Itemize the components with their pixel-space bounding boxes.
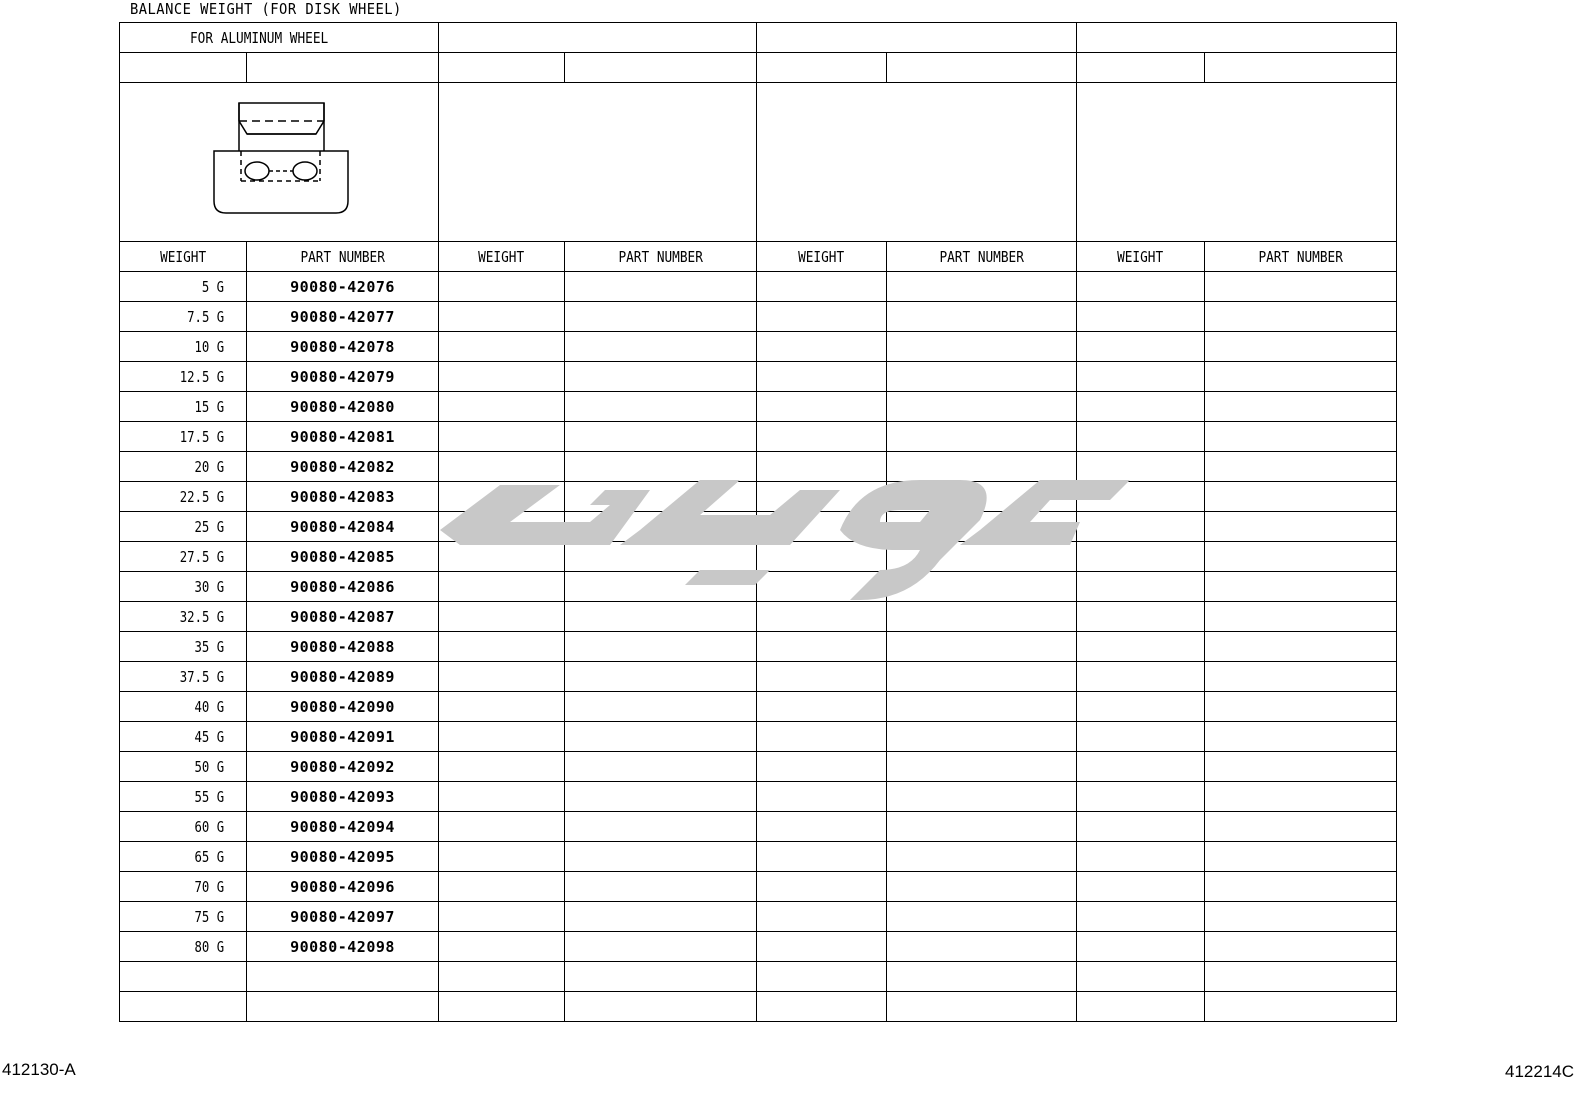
weight-value: 27.5 G bbox=[179, 547, 224, 566]
weight-value: 15 G bbox=[194, 397, 224, 416]
weight-cell bbox=[120, 632, 247, 662]
empty-cell bbox=[439, 302, 565, 332]
empty-cell bbox=[439, 272, 565, 302]
empty-cell bbox=[1205, 392, 1397, 422]
sub-cell bbox=[1205, 53, 1397, 83]
weight-value: 37.5 G bbox=[179, 667, 224, 686]
empty-cell bbox=[1205, 572, 1397, 602]
weight-value: 10 G bbox=[194, 337, 224, 356]
weight-value: 25 G bbox=[194, 517, 224, 536]
weight-header: WEIGHT bbox=[120, 242, 247, 272]
empty-cell bbox=[1205, 992, 1397, 1022]
empty-cell bbox=[565, 302, 757, 332]
empty-cell bbox=[565, 512, 757, 542]
weight-value: 22.5 G bbox=[179, 487, 224, 506]
empty-cell bbox=[887, 422, 1077, 452]
empty-cell bbox=[565, 482, 757, 512]
part-number-cell: 90080-42082 bbox=[247, 452, 439, 482]
empty-cell bbox=[887, 602, 1077, 632]
empty-cell bbox=[1205, 962, 1397, 992]
weight-value: 32.5 G bbox=[179, 607, 224, 626]
weight-cell bbox=[120, 752, 247, 782]
empty-cell bbox=[887, 932, 1077, 962]
table-row bbox=[120, 392, 1397, 422]
part-number-cell: 90080-42084 bbox=[247, 512, 439, 542]
weight-value: 17.5 G bbox=[179, 427, 224, 446]
empty-cell bbox=[1205, 662, 1397, 692]
table-row bbox=[120, 752, 1397, 782]
table-row bbox=[120, 782, 1397, 812]
empty-cell bbox=[439, 902, 565, 932]
empty-section-title bbox=[439, 23, 757, 53]
table-row bbox=[120, 542, 1397, 572]
empty-cell bbox=[565, 452, 757, 482]
table-row bbox=[120, 662, 1397, 692]
empty-cell bbox=[887, 482, 1077, 512]
weight-value: 70 G bbox=[194, 877, 224, 896]
empty-cell bbox=[1205, 872, 1397, 902]
empty-cell bbox=[1077, 662, 1205, 692]
table-row bbox=[120, 512, 1397, 542]
empty-cell bbox=[887, 992, 1077, 1022]
empty-cell bbox=[1077, 962, 1205, 992]
empty-cell bbox=[1205, 542, 1397, 572]
empty-cell bbox=[887, 962, 1077, 992]
empty-cell bbox=[757, 332, 887, 362]
table-row bbox=[120, 482, 1397, 512]
weight-value: 50 G bbox=[194, 757, 224, 776]
weight-cell bbox=[120, 842, 247, 872]
weight-cell bbox=[120, 782, 247, 812]
empty-cell bbox=[247, 962, 439, 992]
table-row bbox=[120, 902, 1397, 932]
empty-cell bbox=[565, 932, 757, 962]
empty-cell bbox=[565, 332, 757, 362]
empty-cell bbox=[1077, 872, 1205, 902]
empty-cell bbox=[439, 692, 565, 722]
empty-cell bbox=[1205, 932, 1397, 962]
part-number-cell: 90080-42096 bbox=[247, 872, 439, 902]
empty-cell bbox=[439, 332, 565, 362]
table-row bbox=[120, 692, 1397, 722]
empty-cell bbox=[565, 722, 757, 752]
empty-cell bbox=[439, 842, 565, 872]
weight-cell bbox=[120, 392, 247, 422]
empty-cell bbox=[1205, 362, 1397, 392]
empty-cell bbox=[1077, 722, 1205, 752]
empty-cell bbox=[439, 812, 565, 842]
empty-cell bbox=[439, 452, 565, 482]
weight-value: 7.5 G bbox=[186, 307, 224, 326]
empty-cell bbox=[757, 632, 887, 662]
empty-cell bbox=[439, 482, 565, 512]
weight-cell bbox=[120, 302, 247, 332]
empty-cell bbox=[757, 962, 887, 992]
table-row bbox=[120, 812, 1397, 842]
empty-cell bbox=[120, 962, 247, 992]
empty-cell bbox=[439, 782, 565, 812]
empty-cell bbox=[1205, 422, 1397, 452]
weight-cell bbox=[120, 482, 247, 512]
empty-cell bbox=[565, 812, 757, 842]
empty-cell bbox=[1077, 512, 1205, 542]
empty-cell bbox=[757, 722, 887, 752]
empty-cell bbox=[757, 782, 887, 812]
empty-cell bbox=[887, 812, 1077, 842]
empty-cell bbox=[887, 752, 1077, 782]
part-number-cell: 90080-42081 bbox=[247, 422, 439, 452]
empty-cell bbox=[1205, 812, 1397, 842]
empty-cell bbox=[439, 362, 565, 392]
empty-cell bbox=[1205, 692, 1397, 722]
weight-value: 45 G bbox=[194, 727, 224, 746]
empty-cell bbox=[565, 542, 757, 572]
empty-cell bbox=[1205, 842, 1397, 872]
part-number-cell: 90080-42088 bbox=[247, 632, 439, 662]
empty-cell bbox=[757, 902, 887, 932]
empty-cell bbox=[757, 662, 887, 692]
empty-cell bbox=[1077, 542, 1205, 572]
empty-cell bbox=[887, 662, 1077, 692]
empty-cell bbox=[439, 932, 565, 962]
empty-cell bbox=[757, 872, 887, 902]
empty-cell bbox=[565, 992, 757, 1022]
empty-cell bbox=[439, 602, 565, 632]
sub-cell bbox=[247, 53, 439, 83]
table-row bbox=[120, 572, 1397, 602]
part-number-header: PART NUMBER bbox=[247, 242, 439, 272]
empty-cell bbox=[887, 392, 1077, 422]
empty-cell bbox=[1205, 902, 1397, 932]
empty-cell bbox=[565, 572, 757, 602]
weight-value: 35 G bbox=[194, 637, 224, 656]
empty-illustration-cell bbox=[1077, 83, 1397, 242]
weight-cell bbox=[120, 662, 247, 692]
weight-cell bbox=[120, 332, 247, 362]
empty-cell bbox=[887, 842, 1077, 872]
empty-cell bbox=[757, 302, 887, 332]
section-title: FOR ALUMINUM WHEEL bbox=[120, 23, 439, 53]
empty-cell bbox=[439, 722, 565, 752]
weight-header: WEIGHT bbox=[1077, 242, 1205, 272]
empty-cell bbox=[1077, 902, 1205, 932]
empty-cell bbox=[439, 542, 565, 572]
part-number-cell: 90080-42091 bbox=[247, 722, 439, 752]
weight-cell bbox=[120, 452, 247, 482]
part-number-cell: 90080-42077 bbox=[247, 302, 439, 332]
sub-cell bbox=[757, 53, 887, 83]
blank-row bbox=[120, 992, 1397, 1022]
empty-cell bbox=[757, 512, 887, 542]
part-number-cell: 90080-42080 bbox=[247, 392, 439, 422]
empty-cell bbox=[1077, 272, 1205, 302]
empty-cell bbox=[887, 512, 1077, 542]
empty-cell bbox=[439, 662, 565, 692]
empty-cell bbox=[439, 872, 565, 902]
sub-cell bbox=[1077, 53, 1205, 83]
blank-row bbox=[120, 962, 1397, 992]
empty-cell bbox=[887, 362, 1077, 392]
empty-cell bbox=[1077, 302, 1205, 332]
empty-cell bbox=[439, 422, 565, 452]
balance-weight-table bbox=[119, 22, 1397, 1022]
empty-cell bbox=[1205, 602, 1397, 632]
empty-cell bbox=[757, 812, 887, 842]
empty-illustration-cell bbox=[439, 83, 757, 242]
empty-cell bbox=[757, 542, 887, 572]
empty-cell bbox=[1077, 692, 1205, 722]
empty-cell bbox=[439, 512, 565, 542]
empty-cell bbox=[565, 872, 757, 902]
table-row bbox=[120, 842, 1397, 872]
empty-cell bbox=[1077, 422, 1205, 452]
weight-value: 60 G bbox=[194, 817, 224, 836]
part-number-cell: 90080-42078 bbox=[247, 332, 439, 362]
part-number-cell: 90080-42094 bbox=[247, 812, 439, 842]
empty-cell bbox=[565, 842, 757, 872]
empty-cell bbox=[887, 872, 1077, 902]
empty-cell bbox=[887, 902, 1077, 932]
empty-cell bbox=[887, 332, 1077, 362]
empty-cell bbox=[1205, 302, 1397, 332]
weight-value: 5 G bbox=[201, 277, 224, 296]
empty-cell bbox=[1077, 362, 1205, 392]
weight-value: 65 G bbox=[194, 847, 224, 866]
part-number-cell: 90080-42098 bbox=[247, 932, 439, 962]
weight-cell bbox=[120, 542, 247, 572]
figure-reference-left: 412130-A bbox=[2, 1060, 76, 1079]
weight-cell bbox=[120, 722, 247, 752]
weight-cell bbox=[120, 572, 247, 602]
empty-cell bbox=[1205, 752, 1397, 782]
sub-cell bbox=[120, 53, 247, 83]
empty-cell bbox=[887, 272, 1077, 302]
table-row bbox=[120, 422, 1397, 452]
weight-value: 30 G bbox=[194, 577, 224, 596]
empty-cell bbox=[887, 722, 1077, 752]
weight-illustration-cell bbox=[120, 83, 439, 242]
weight-value: 40 G bbox=[194, 697, 224, 716]
empty-cell bbox=[439, 392, 565, 422]
part-number-cell: 90080-42095 bbox=[247, 842, 439, 872]
empty-section-title bbox=[757, 23, 1077, 53]
empty-cell bbox=[565, 962, 757, 992]
part-number-header: PART NUMBER bbox=[887, 242, 1077, 272]
weight-cell bbox=[120, 692, 247, 722]
table-row bbox=[120, 452, 1397, 482]
balance-weight-illustration bbox=[120, 83, 437, 237]
empty-cell bbox=[439, 752, 565, 782]
empty-cell bbox=[1077, 602, 1205, 632]
part-number-cell: 90080-42097 bbox=[247, 902, 439, 932]
part-number-cell: 90080-42076 bbox=[247, 272, 439, 302]
table-row bbox=[120, 932, 1397, 962]
figure-reference-right: 412214C bbox=[1505, 1062, 1575, 1081]
empty-cell bbox=[565, 782, 757, 812]
empty-cell bbox=[1205, 722, 1397, 752]
empty-cell bbox=[1205, 332, 1397, 362]
part-number-cell: 90080-42086 bbox=[247, 572, 439, 602]
empty-cell bbox=[757, 932, 887, 962]
part-number-header: PART NUMBER bbox=[565, 242, 757, 272]
sub-cell bbox=[565, 53, 757, 83]
document-title: BALANCE WEIGHT (FOR DISK WHEEL) bbox=[130, 0, 402, 18]
weight-cell bbox=[120, 932, 247, 962]
sub-cell bbox=[439, 53, 565, 83]
empty-cell bbox=[1077, 482, 1205, 512]
empty-cell bbox=[565, 392, 757, 422]
empty-cell bbox=[1077, 332, 1205, 362]
empty-cell bbox=[247, 992, 439, 1022]
weight-value: 55 G bbox=[194, 787, 224, 806]
empty-cell bbox=[1077, 932, 1205, 962]
part-number-cell: 90080-42090 bbox=[247, 692, 439, 722]
empty-cell bbox=[565, 902, 757, 932]
weight-header: WEIGHT bbox=[439, 242, 565, 272]
weight-value: 20 G bbox=[194, 457, 224, 476]
part-number-cell: 90080-42087 bbox=[247, 602, 439, 632]
empty-cell bbox=[757, 752, 887, 782]
empty-cell bbox=[565, 752, 757, 782]
empty-cell bbox=[887, 572, 1077, 602]
empty-cell bbox=[565, 662, 757, 692]
empty-cell bbox=[887, 782, 1077, 812]
empty-cell bbox=[439, 962, 565, 992]
weight-cell bbox=[120, 902, 247, 932]
weight-cell bbox=[120, 422, 247, 452]
empty-cell bbox=[757, 452, 887, 482]
empty-cell bbox=[565, 602, 757, 632]
empty-cell bbox=[439, 572, 565, 602]
empty-cell bbox=[887, 632, 1077, 662]
empty-cell bbox=[1205, 452, 1397, 482]
weight-cell bbox=[120, 812, 247, 842]
empty-cell bbox=[757, 692, 887, 722]
empty-cell bbox=[757, 842, 887, 872]
empty-cell bbox=[1205, 512, 1397, 542]
table-row bbox=[120, 722, 1397, 752]
weight-value: 80 G bbox=[194, 937, 224, 956]
empty-cell bbox=[439, 632, 565, 662]
empty-cell bbox=[1077, 572, 1205, 602]
empty-cell bbox=[757, 422, 887, 452]
empty-cell bbox=[757, 572, 887, 602]
weight-cell bbox=[120, 872, 247, 902]
empty-cell bbox=[887, 302, 1077, 332]
empty-cell bbox=[887, 542, 1077, 572]
part-number-cell: 90080-42083 bbox=[247, 482, 439, 512]
empty-cell bbox=[1077, 782, 1205, 812]
empty-cell bbox=[120, 992, 247, 1022]
table-row bbox=[120, 602, 1397, 632]
empty-cell bbox=[1077, 632, 1205, 662]
part-number-cell: 90080-42089 bbox=[247, 662, 439, 692]
empty-cell bbox=[757, 362, 887, 392]
empty-cell bbox=[1205, 272, 1397, 302]
empty-cell bbox=[565, 692, 757, 722]
empty-cell bbox=[1077, 752, 1205, 782]
weight-cell bbox=[120, 602, 247, 632]
column-header-row bbox=[120, 242, 1397, 272]
weight-value: 12.5 G bbox=[179, 367, 224, 386]
empty-illustration-cell bbox=[757, 83, 1077, 242]
table-row bbox=[120, 632, 1397, 662]
empty-section-title bbox=[1077, 23, 1397, 53]
part-number-cell: 90080-42079 bbox=[247, 362, 439, 392]
empty-cell bbox=[565, 422, 757, 452]
empty-cell bbox=[1077, 812, 1205, 842]
sub-cell bbox=[887, 53, 1077, 83]
part-number-cell: 90080-42092 bbox=[247, 752, 439, 782]
part-number-header: PART NUMBER bbox=[1205, 242, 1397, 272]
empty-cell bbox=[757, 392, 887, 422]
weight-cell bbox=[120, 362, 247, 392]
part-number-cell: 90080-42093 bbox=[247, 782, 439, 812]
weight-value: 75 G bbox=[194, 907, 224, 926]
empty-cell bbox=[1077, 842, 1205, 872]
empty-cell bbox=[1205, 632, 1397, 662]
table-row bbox=[120, 872, 1397, 902]
table-row bbox=[120, 332, 1397, 362]
weight-cell bbox=[120, 272, 247, 302]
empty-cell bbox=[1077, 392, 1205, 422]
empty-cell bbox=[757, 482, 887, 512]
empty-cell bbox=[757, 272, 887, 302]
empty-cell bbox=[887, 452, 1077, 482]
empty-cell bbox=[1205, 782, 1397, 812]
table-row bbox=[120, 302, 1397, 332]
empty-cell bbox=[439, 992, 565, 1022]
empty-cell bbox=[565, 632, 757, 662]
weight-cell bbox=[120, 512, 247, 542]
empty-cell bbox=[565, 362, 757, 392]
empty-cell bbox=[757, 602, 887, 632]
empty-cell bbox=[565, 272, 757, 302]
weight-header: WEIGHT bbox=[757, 242, 887, 272]
empty-cell bbox=[757, 992, 887, 1022]
table-row bbox=[120, 272, 1397, 302]
empty-cell bbox=[1077, 452, 1205, 482]
part-number-cell: 90080-42085 bbox=[247, 542, 439, 572]
empty-cell bbox=[887, 692, 1077, 722]
table-row bbox=[120, 362, 1397, 392]
empty-cell bbox=[1205, 482, 1397, 512]
empty-cell bbox=[1077, 992, 1205, 1022]
